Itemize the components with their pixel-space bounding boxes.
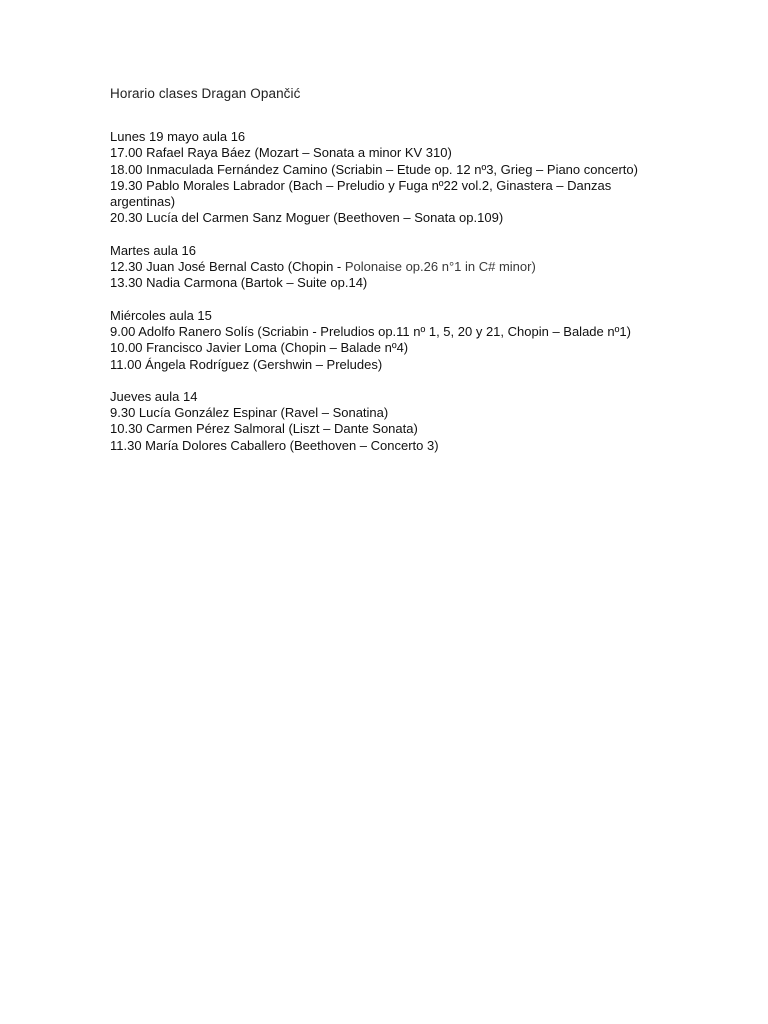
schedule-entry: 18.00 Inmaculada Fernández Camino (Scriabin – Etude op. 12 nº3, Grieg – Piano concerto) — [110, 161, 638, 177]
section-thursday — [110, 389, 670, 454]
schedule-entry: 10.30 Carmen Pérez Salmoral (Liszt – Dante Sonata) — [110, 421, 418, 437]
document-title: Horario clases Dragan Opančić — [110, 86, 301, 101]
schedule-entry: 9.00 Adolfo Ranero Solís (Scriabin - Preludios op.11 nº 1, 5, 20 y 21, Chopin – Balade nº1) — [110, 323, 631, 339]
entry-text-highlight: Polonaise op.26 n°1 in C# minor) — [344, 259, 536, 275]
section-monday — [110, 129, 670, 227]
section-heading: Jueves aula 14 — [110, 388, 198, 404]
schedule-entry: 11.00 Ángela Rodríguez (Gershwin – Preludes) — [110, 356, 383, 372]
schedule-entry: 9.30 Lucía González Espinar (Ravel – Sonatina) — [110, 405, 389, 421]
schedule-entry: 17.00 Rafael Raya Báez (Mozart – Sonata a minor KV 310) — [110, 145, 452, 161]
schedule-sections — [110, 129, 670, 470]
section-heading: Martes aula 16 — [110, 242, 196, 258]
section-heading: Miércoles aula 15 — [110, 307, 212, 323]
schedule-entry: 10.00 Francisco Javier Loma (Chopin – Balade nº4) — [110, 340, 409, 356]
section-heading: Lunes 19 mayo aula 16 — [110, 129, 246, 144]
entry-text: 12.30 Juan José Bernal Casto (Chopin - — [110, 259, 345, 275]
schedule-entry: 19.30 Pablo Morales Labrador (Bach – Preludio y Fuga nº22 vol.2, Ginastera – Danzas argentinas) — [110, 177, 612, 210]
section-tuesday — [110, 243, 670, 292]
schedule-entry — [110, 259, 670, 275]
schedule-entry: 11.30 María Dolores Caballero (Beethoven – Concerto 3) — [110, 437, 439, 453]
section-wednesday — [110, 308, 670, 373]
schedule-entry: 20.30 Lucía del Carmen Sanz Moguer (Beethoven – Sonata op.109) — [110, 210, 504, 226]
schedule-entry: 13.30 Nadia Carmona (Bartok – Suite op.14) — [110, 275, 368, 291]
